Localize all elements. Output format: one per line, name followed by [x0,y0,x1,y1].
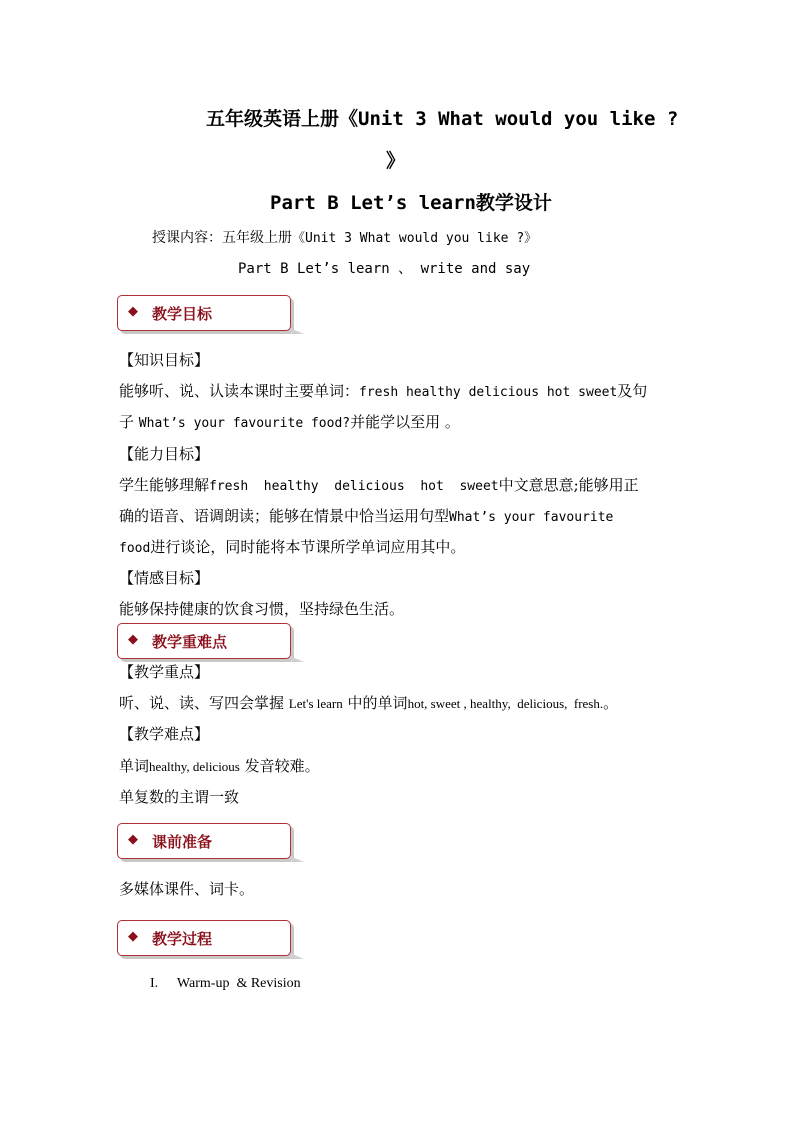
heading-tail [290,328,304,334]
prep-line: 多媒体课件、词卡。 [119,880,255,898]
text-segment: 学生能够理解 [119,476,210,494]
ability-goal-label: 【能力目标】 [119,445,210,463]
key-sentence: food [119,541,151,556]
text-segment: 发音较难。 [244,757,320,775]
difficulty-label: 【教学难点】 [119,725,210,743]
teaching-content-unit: 《Unit 3 What would you like ?》 [292,231,538,246]
text-segment: 及句 [617,382,648,400]
key-sentence: What’s your favourite food? [138,416,351,431]
text-segment: 能够听、说、认读本课时主要单词： [119,382,360,400]
step-number: I. [150,976,159,991]
vocabulary-words: healthy, delicious [149,759,240,774]
text-segment: 单词 [119,757,150,775]
ability-goal-line1 [119,470,639,502]
text-segment: 确的语音、语调朗读；能够在情景中恰当运用句型 [119,507,450,525]
section-heading-process [117,920,291,956]
text-segment: 中的单词 [347,694,408,712]
heading-tail [290,856,304,862]
focus-line [119,688,618,719]
page-title-close-bracket: 》 [386,150,406,172]
knowledge-goal-label: 【知识目标】 [119,351,210,369]
difficulty-line2: 单复数的主谓一致 [119,788,240,806]
section-heading-keypoints [117,623,291,659]
knowledge-goal-line1 [119,376,647,408]
text-segment: 听、说、读、写四会掌握 [119,694,285,712]
text-segment: 。 [603,694,619,712]
ability-goal-line3 [119,532,465,564]
focus-label: 【教学重点】 [119,663,210,681]
page-subtitle: Part B Let’s learn教学设计 [270,192,552,214]
lesson-name: Let's learn [288,696,343,711]
heading-tail [290,953,304,959]
vocabulary-words: fresh healthy delicious hot sweet [209,479,499,494]
heading-tail [290,656,304,662]
section-heading-goals [117,295,291,331]
teaching-content-parts: Part B Let’s learn 、 write and say [238,261,531,277]
text-segment: 并能学以至用 。 [350,413,460,431]
knowledge-goal-line2 [119,407,460,439]
section-heading-prep [117,823,291,859]
teaching-content-prefix: 授课内容：五年级上册 [152,230,292,246]
text-segment: 中文意思意;能够用正 [498,476,639,494]
process-step-1 [150,976,301,992]
step-text: Warm-up & Revision [176,976,301,991]
section-heading-label: 教学目标 [152,305,213,323]
vocabulary-words: fresh healthy delicious hot sweet [359,385,618,400]
text-segment: 子 [119,413,135,431]
key-sentence: What’s your favourite [449,510,614,525]
text-segment: 进行谈论，同时能将本节课所学单词应用其中。 [150,538,466,556]
page-title: 五年级英语上册《Unit 3 What would you like ? [206,108,679,130]
vocabulary-words: hot, sweet , healthy, delicious, fresh. [407,696,604,711]
section-heading-label: 课前准备 [152,833,213,851]
ability-goal-line2 [119,501,613,533]
emotion-goal-label: 【情感目标】 [119,569,210,587]
diamond-icon: ◆ [128,304,138,319]
emotion-goal-line: 能够保持健康的饮食习惯，坚持绿色生活。 [119,600,405,618]
diamond-icon: ◆ [128,632,138,647]
section-heading-label: 教学重难点 [152,633,228,651]
diamond-icon: ◆ [128,929,138,944]
diamond-icon: ◆ [128,832,138,847]
teaching-content [152,227,537,247]
section-heading-label: 教学过程 [152,930,213,948]
difficulty-line1 [119,751,320,782]
